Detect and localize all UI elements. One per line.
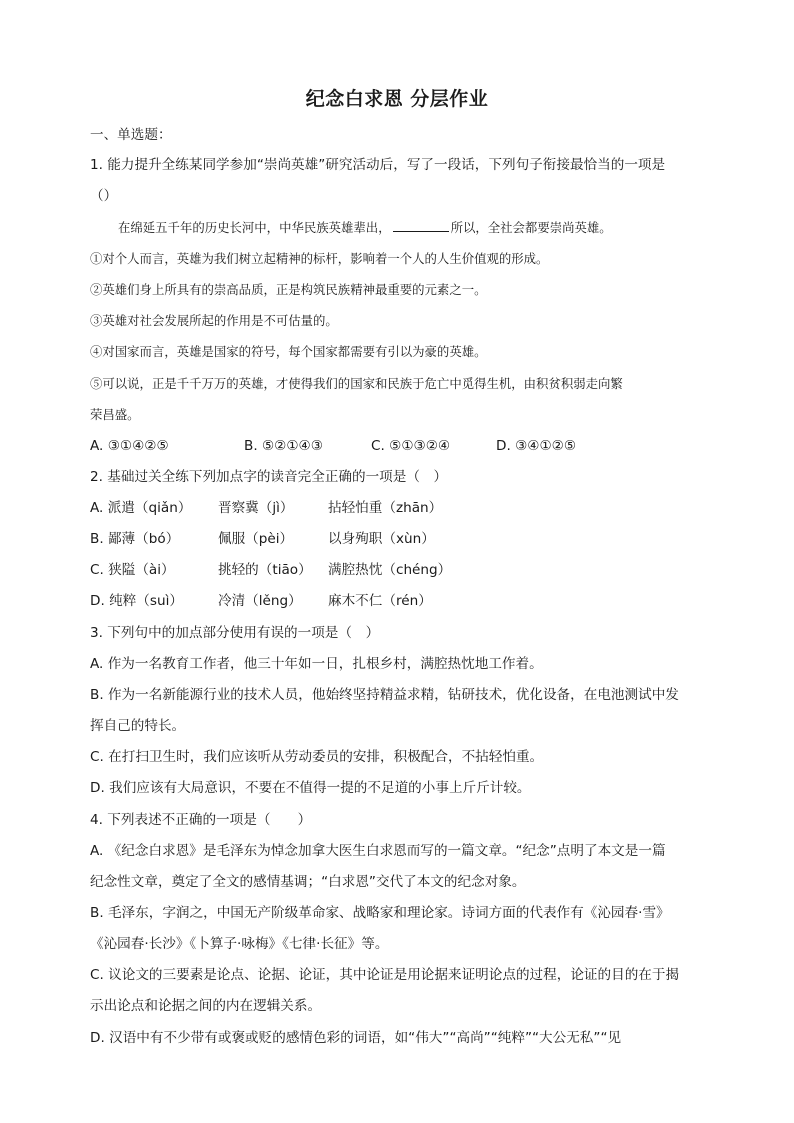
q1-answer-blank xyxy=(393,219,449,232)
q1-sentence-3: ③英雄对社会发展所起的作用是不可估量的。 xyxy=(90,313,338,328)
q2-row-c-item3: 满腔热忱（chéng） xyxy=(328,562,452,578)
q2-row-b-item2: 佩服（pèi） xyxy=(218,531,294,547)
q4-option-c-line1: C. 议论文的三要素是论点、论据、论证，其中论证是用论据来证明论点的过程，论证的目的在于揭 xyxy=(90,967,680,983)
q4-option-d-line1: D. 汉语中有不少带有或褒或贬的感情色彩的词语，如“伟大”“高尚”“纯粹”“大公无私”“见 xyxy=(90,1030,622,1046)
q1-sentence-1: ①对个人而言，英雄为我们树立起精神的标杆，影响着一个人的人生价值观的形成。 xyxy=(90,251,549,266)
q4-option-a-line2: 纪念性文章，奠定了全文的感情基调；“白求恩”交代了本文的纪念对象。 xyxy=(90,874,526,890)
section-heading: 一、单选题： xyxy=(90,127,172,143)
q4-option-b-line2: 《沁园春·长沙》《卜算子·咏梅》《七律·长征》等。 xyxy=(90,936,389,952)
q4-option-b-line1: B. 毛泽东，字润之，中国无产阶级革命家、战略家和理论家。诗词方面的代表作有《沁园春·雪》 xyxy=(90,905,670,921)
q2-row-a-item1: A. 派遣（qiǎn） xyxy=(90,500,192,516)
q3-option-b-line1: B. 作为一名新能源行业的技术人员，他始终坚持精益求精，钻研技术，优化设备，在电池测试中发 xyxy=(90,687,679,703)
q2-stem: 2. 基础过关全练下列加点字的读音完全正确的一项是（ ） xyxy=(90,469,448,485)
q4-option-a-line1: A. 《纪念白求恩》是毛泽东为悼念加拿大医生白求恩而写的一篇文章。“纪念”点明了本文是一篇 xyxy=(90,843,666,859)
q1-sentence-5-line2: 荣昌盛。 xyxy=(90,407,140,422)
page-title: 纪念白求恩 分层作业 xyxy=(305,88,489,110)
q1-passage-part-b: 所以，全社会都要崇尚英雄。 xyxy=(450,220,612,235)
q3-option-d: D. 我们应该有大局意识，不要在不值得一提的不足道的小事上斤斤计较。 xyxy=(90,780,531,796)
q1-option-b: B. ⑤②①④③ xyxy=(244,438,323,454)
q1-option-c: C. ⑤①③②④ xyxy=(371,438,451,454)
q2-row-a-item3: 拈轻怕重（zhān） xyxy=(328,500,443,516)
q3-option-c: C. 在打扫卫生时，我们应该听从劳动委员的安排，积极配合，不拈轻怕重。 xyxy=(90,749,544,765)
q3-stem: 3. 下列句中的加点部分使用有误的一项是（ ） xyxy=(90,625,380,641)
q4-option-c-line2: 示出论点和论据之间的内在逻辑关系。 xyxy=(90,998,322,1014)
q1-option-d: D. ③④①②⑤ xyxy=(496,438,577,454)
q2-row-d-item1: D. 纯粹（suì） xyxy=(90,593,183,609)
q1-stem-line2: （） xyxy=(90,188,118,204)
q1-sentence-5-line1: ⑤可以说，正是千千万万的英雄，才使得我们的国家和民族于危亡中觅得生机，由积贫积弱走向繁 xyxy=(90,376,623,391)
q3-option-b-line2: 挥自己的特长。 xyxy=(90,718,186,734)
q2-row-b-item1: B. 鄙薄（bó） xyxy=(90,531,180,547)
q1-passage xyxy=(118,219,612,237)
q1-stem-line1: 1. 能力提升全练某同学参加“崇尚英雄”研究活动后，写了一段话，下列句子衔接最恰当的一项是 xyxy=(90,157,666,173)
q2-row-d-item3: 麻木不仁（rén） xyxy=(328,593,432,609)
q1-option-a: A. ③①④②⑤ xyxy=(90,438,169,454)
q1-sentence-2: ②英雄们身上所具有的崇高品质，正是构筑民族精神最重要的元素之一。 xyxy=(90,282,487,297)
q2-row-d-item2: 冷清（lěng） xyxy=(218,593,302,609)
q2-row-a-item2: 晋察冀（jì） xyxy=(218,500,294,516)
q1-passage-part-a: 在绵延五千年的历史长河中，中华民族英雄辈出， xyxy=(118,220,391,235)
q2-row-b-item3: 以身殉职（xùn） xyxy=(328,531,435,547)
q2-row-c-item2: 挑轻的（tiāo） xyxy=(218,562,312,578)
q2-row-c-item1: C. 狭隘（ài） xyxy=(90,562,175,578)
q1-sentence-4: ④对国家而言，英雄是国家的符号，每个国家都需要有引以为豪的英雄。 xyxy=(90,344,487,359)
q3-option-a: A. 作为一名教育工作者，他三十年如一日，扎根乡村，满腔热忱地工作着。 xyxy=(90,656,543,672)
q4-stem: 4. 下列表述不正确的一项是（ ） xyxy=(90,812,312,828)
